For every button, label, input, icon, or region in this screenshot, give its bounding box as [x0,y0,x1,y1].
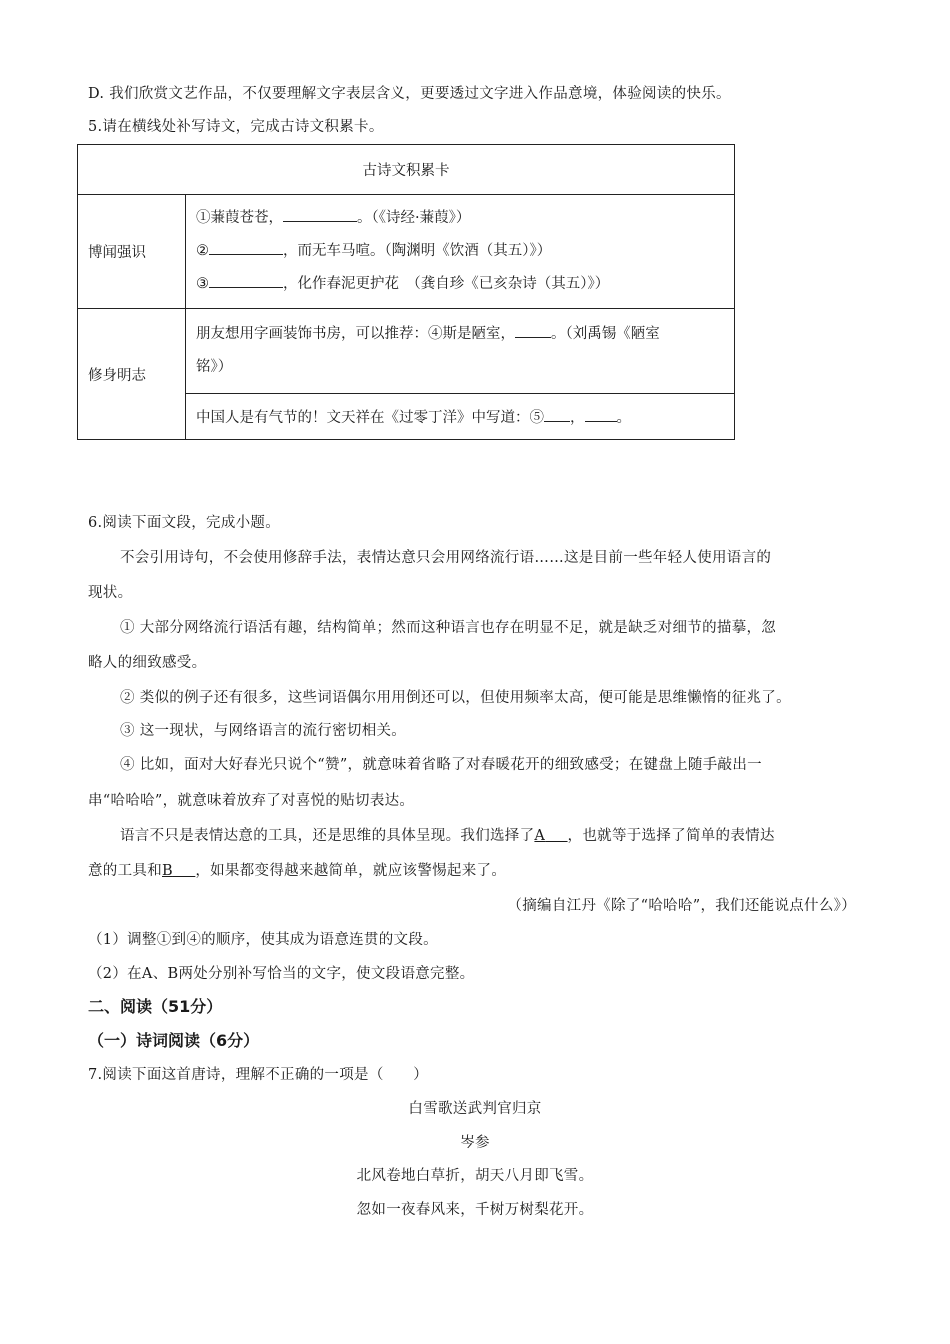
q6-sub-1: （1）调整①到④的顺序，使其成为语意连贯的文段。 [88,932,438,948]
q6-sentence-4a: ④ 比如，面对大好春光只说个“赞”，就意味着省略了对春暖花开的细致感受；在键盘上随手敲出一 [120,757,762,773]
card-line-1: ①蒹葭苍苍， 。（《诗经·蒹葭》） [196,202,733,235]
blank-b[interactable]: B [162,863,173,879]
poem-author: 岑参 [460,1135,490,1151]
section-2-1-heading: （一）诗词阅读（6分） [88,1031,260,1050]
answer-blank[interactable] [544,407,570,422]
answer-blank[interactable] [209,273,283,288]
card-title: 古诗文积累卡 [78,145,735,195]
q6-intro-1: 不会引用诗句，不会使用修辞手法，表情达意只会用网络流行语……这是目前一些年轻人使用语言的 [120,550,772,566]
card-line-2: ② ，而无车马喧。（陶渊明《饮酒（其五）》） [196,235,733,268]
blank-a[interactable]: A [534,828,546,844]
q6-intro-2: 现状。 [88,585,133,601]
q6-sentence-4b: 串“哈哈哈”，就意味着放弃了对喜悦的贴切表达。 [88,793,415,809]
answer-blank[interactable] [585,407,617,422]
poem-line-1: 北风卷地白草折，胡天八月即飞雪。 [356,1168,594,1184]
category-xiushen: 修身明志 [78,309,186,440]
poem-title: 白雪歌送武判官归京 [408,1101,542,1117]
q7-prompt: 7.阅读下面这首唐诗，理解不正确的一项是（ ） [88,1067,429,1083]
q6-sub-2: （2）在A、B两处分别补写恰当的文字，使文段语意完整。 [88,966,475,982]
answer-blank[interactable] [209,240,283,255]
card-line-3: ③ ，化作春泥更护花 （龚自珍《已亥杂诗（其五）》） [196,268,733,301]
category-bowen: 博闻强识 [78,195,186,309]
q6-sentence-2: ② 类似的例子还有很多，这些词语偶尔用用倒还可以，但使用频率太高，便可能是思维懒惰的征兆了。 [120,690,791,706]
q6-closing-2: 意的工具和B ，如果都变得越来越简单，就应该警惕起来了。 [88,863,507,879]
poem-line-2: 忽如一夜春风来，千树万树梨花开。 [356,1202,594,1218]
card-line-4: 朋友想用字画装饰书房，可以推荐：④斯是陋室， 。（刘禹锡《陋室 铭》） [196,318,733,384]
q6-sentence-1b: 略人的细致感受。 [88,655,207,671]
q6-prompt: 6.阅读下面文段，完成小题。 [88,515,281,531]
answer-blank[interactable] [515,323,551,338]
answer-blank[interactable] [283,207,357,222]
q6-sentence-3: ③ 这一现状，与网络语言的流行密切相关。 [120,723,407,739]
card-line-5: 中国人是有气节的！文天祥在《过零丁洋》中写道：⑤ ， 。 [186,394,735,440]
q6-sentence-1a: ① 大部分网络流行语活有趣，结构简单；然而这种语言也存在明显不足，就是缺乏对细节的描摹，忽 [120,620,777,636]
q6-closing-1: 语言不只是表情达意的工具，还是思维的具体呈现。我们选择了A ，也就等于选择了简单的表情达 [120,828,775,844]
q4-option-d: D. 我们欣赏文艺作品，不仅要理解文字表层含义，更要透过文字进入作品意境，体验阅读的快乐。 [88,86,731,102]
q5-prompt: 5.请在横线处补写诗文，完成古诗文积累卡。 [88,119,384,135]
poetry-card-table [77,144,735,440]
q6-source: （摘编自江丹《除了“哈哈哈”，我们还能说点什么》） [507,898,856,914]
section-2-heading: 二、阅读（51分） [88,997,223,1016]
